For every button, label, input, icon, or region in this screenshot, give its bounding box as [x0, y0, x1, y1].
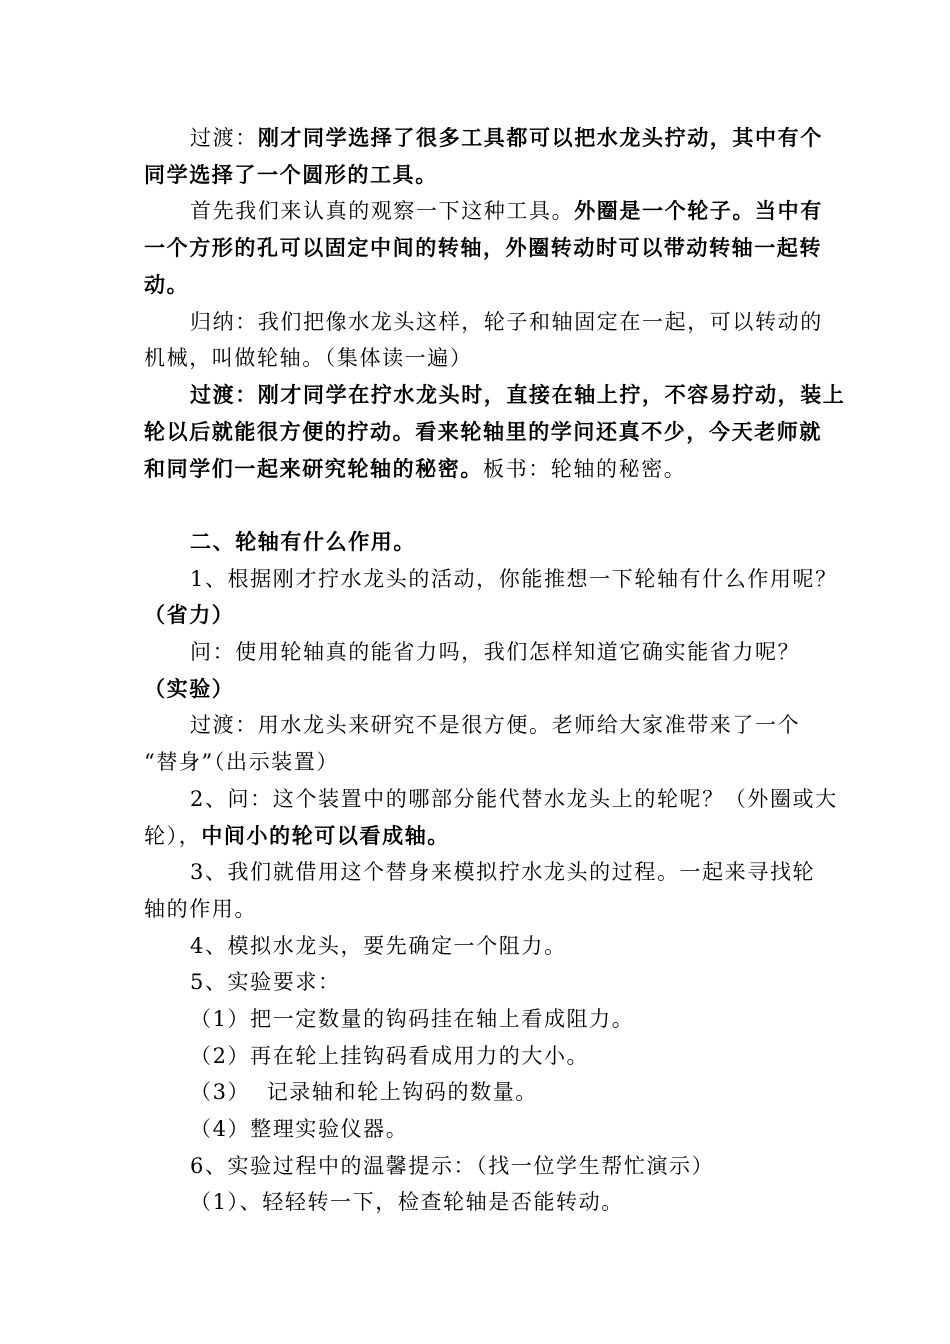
text-run-bold: 轮以后就能很方便的拧动。看来轮轴里的学问还真不少，今天老师就 [144, 419, 822, 444]
text-run: 问：使用轮轴真的能省力吗，我们怎样知道它确实能省力呢？ [190, 640, 801, 664]
paragraph-line [144, 418, 822, 446]
paragraph-line [190, 308, 823, 336]
text-run-bold: 过渡：刚才同学在拧水龙头时，直接在轴上拧，不容易拧动，装上 [190, 382, 846, 407]
paragraph-line [190, 1152, 714, 1180]
text-run: （1）把一定数量的钩码挂在轴上看成阻力。 [190, 1007, 635, 1031]
text-run-bold: （实验） [144, 676, 235, 701]
text-run: （2）再在轮上挂钩码看成用力的大小。 [190, 1044, 590, 1068]
text-run: 轮）， [144, 824, 202, 848]
paragraph-line [144, 344, 473, 372]
text-run: （1）、轻轻转一下，检查轮轴是否能转动。 [190, 1190, 624, 1214]
text-run: 4、模拟水龙头，要先确定一个阻力。 [190, 934, 567, 958]
section-heading [190, 528, 416, 556]
text-run: 5、实验要求： [190, 970, 341, 994]
paragraph-line [144, 234, 822, 262]
paragraph-line [190, 124, 823, 152]
paragraph-line [190, 932, 567, 960]
text-run-bold: 和同学们一起来研究轮轴的秘密。 [144, 456, 483, 481]
text-run-bold: 外圈是一个轮子。当中有 [574, 198, 823, 223]
paragraph-line [190, 858, 815, 886]
list-item [190, 1078, 538, 1106]
text-run-bold: 一个方形的孔可以固定中间的转轴，外圈转动时可以带动转轴一起转 [144, 235, 822, 260]
paragraph-line [190, 711, 800, 739]
paragraph-line [144, 161, 438, 189]
paragraph-line [190, 638, 800, 666]
text-run-bold: 同学选择了一个圆形的工具。 [144, 162, 438, 187]
paragraph-line [144, 748, 339, 776]
text-run-bold: 动。 [144, 272, 190, 297]
text-run: 归纳：我们把像水龙头这样，轮子和轴固定在一起，可以转动的 [190, 310, 823, 334]
text-run: 轴的作用。 [144, 897, 257, 921]
paragraph-line [190, 968, 341, 996]
text-run: （3） 记录轴和轮上钩码的数量。 [190, 1080, 538, 1104]
text-run: 机械，叫做轮轴。（集体读一遍） [144, 346, 473, 370]
paragraph-line [144, 455, 686, 483]
text-run-bold: 中间小的轮可以看成轴。 [201, 823, 450, 848]
paragraph-line [144, 601, 234, 629]
paragraph-line [144, 675, 234, 703]
text-run: 首先我们来认真的观察一下这种工具。 [190, 199, 575, 223]
text-run: 6、实验过程中的温馨提示：（找一位学生帮忙演示） [190, 1154, 715, 1178]
text-run: 1、根据刚才拧水龙头的活动，你能推想一下轮轴有什么作用呢？ [190, 567, 838, 591]
paragraph-line [190, 565, 838, 593]
text-run: 过渡：用水龙头来研究不是很方便。老师给大家准带来了一个 [190, 713, 801, 737]
text-run-bold: 刚才同学选择了很多工具都可以把水龙头拧动，其中有个 [257, 125, 823, 150]
list-item [190, 1115, 408, 1143]
text-run: “替身”（出示装置） [144, 750, 339, 774]
text-run: 3、我们就借用这个替身来模拟拧水龙头的过程。一起来寻找轮 [190, 860, 816, 884]
text-run-bold: 二、轮轴有什么作用。 [190, 529, 416, 554]
text-run: 板书：轮轴的秘密。 [483, 457, 687, 481]
list-item [190, 1005, 634, 1033]
paragraph-line [144, 895, 257, 923]
list-item [190, 1188, 624, 1216]
text-run-bold: （省力） [144, 602, 235, 627]
paragraph-line [190, 197, 823, 225]
list-item [190, 1042, 589, 1070]
paragraph-line [190, 381, 845, 409]
text-run: （4）整理实验仪器。 [190, 1117, 409, 1141]
paragraph-line [144, 822, 450, 850]
text-run: 2、问：这个装置中的哪部分能代替水龙头上的轮呢？（外圈或大 [190, 787, 838, 811]
text-run: 过渡： [190, 126, 258, 150]
paragraph-line [144, 271, 189, 299]
paragraph-line [190, 785, 838, 813]
